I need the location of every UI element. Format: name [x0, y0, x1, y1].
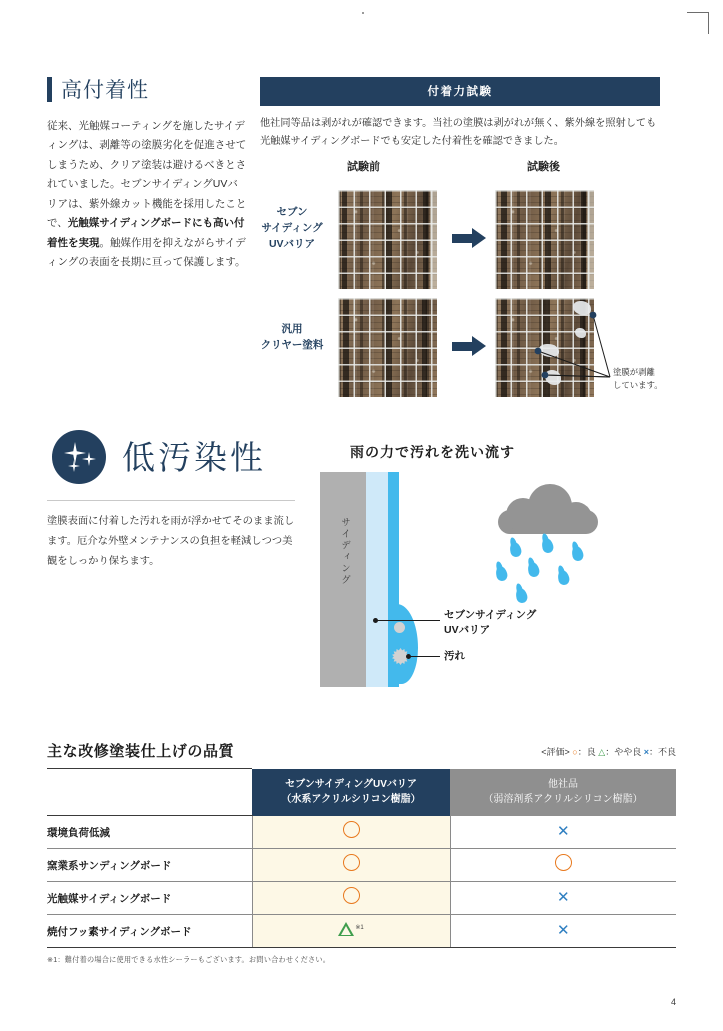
raindrop-icon — [514, 587, 528, 604]
row-label: 光触媒サイディングボード — [47, 882, 252, 915]
table-row — [47, 816, 676, 849]
raindrop-icon — [494, 565, 508, 582]
crop-mark-top-right — [687, 12, 709, 34]
legend-bad-text: ：不良 — [648, 747, 676, 757]
raindrop-icon — [508, 541, 522, 558]
adhesion-test-panel — [260, 77, 660, 151]
header-a-line-1: セブンサイディングUVバリア — [285, 779, 417, 790]
row-label-line-3: UVバリア — [268, 237, 316, 250]
peel-callout-label — [613, 366, 683, 392]
row-label-general-clear — [258, 322, 326, 354]
lead-part-2: 。触媒作用を抑えながらサイディングの表面を長期に亘って保護します。 — [47, 236, 246, 268]
cell-seven — [252, 816, 450, 849]
raindrop-icon — [526, 561, 540, 578]
table-legend — [541, 745, 676, 758]
header-blank — [47, 769, 252, 816]
header-seven-siding — [252, 769, 450, 816]
registration-dot — [362, 12, 364, 14]
uv-label-line-1: セブンサイディング — [444, 609, 537, 621]
callout-line-coat — [377, 620, 440, 621]
quality-table — [47, 768, 676, 948]
raindrop-icon — [556, 569, 570, 586]
photo-general-before — [338, 298, 437, 397]
page-number: 4 — [670, 997, 676, 1007]
table-row — [47, 882, 676, 915]
triangle-icon — [338, 922, 354, 936]
legend-fair-text: ：やや良 — [605, 747, 642, 757]
cell-other — [450, 915, 676, 948]
section-title-low-soiling: 低汚染性 — [122, 438, 266, 477]
lead-part-1: 従来、光触媒コーティングを施したサイディングは、剥離等の塗膜劣化を促進させてしまうため、クリア塗装は避けるべきとされていました。セブンサイディングUVバリアは、紫外線カット機能を採用したことで、 — [47, 120, 247, 230]
row-label: 焼付フッ素サイディングボード — [47, 915, 252, 948]
cross-icon: ✕ — [556, 822, 570, 840]
table-title: 主な改修塗装仕上げの品質 — [47, 743, 235, 760]
row-label-line-2: サイディング — [261, 221, 323, 234]
raindrop-icon — [540, 537, 554, 554]
water-bulge — [388, 604, 418, 684]
siding-wall-label: サイディング — [339, 517, 350, 586]
column-header-before: 試験前 — [347, 161, 380, 173]
lead-bold: 光触媒サイディングボードにも高い付着性を実現 — [47, 217, 245, 249]
callout-line-soil — [410, 656, 440, 657]
header-b-line-1: 他社品 — [548, 779, 578, 790]
diagram-label-uv-barrier — [444, 608, 536, 638]
cross-icon: ✕ — [556, 889, 570, 906]
row2-label-line-1: 汎用 — [281, 323, 303, 335]
heading-accent-bar — [47, 77, 52, 102]
page-title: 高付着性 — [61, 78, 149, 102]
rain-wash-diagram — [320, 472, 665, 687]
legend-cross-icon: × — [643, 747, 649, 757]
cell-seven — [252, 882, 450, 915]
photo-seven-before — [338, 190, 437, 289]
table-header-row — [47, 769, 676, 816]
low-soiling-body: 塗膜表面に付着した汚れを雨が浮かせてそのまま流します。厄介な外壁メンテナンスの負担を軽減しつつ美観をしっかり保ちます。 — [47, 516, 295, 568]
cell-seven — [252, 849, 450, 882]
callout-line-2: しています。 — [613, 380, 663, 391]
cell-other — [450, 816, 676, 849]
panel-header: 付着力試験 — [260, 77, 660, 106]
table-row — [47, 849, 676, 882]
cell-other — [450, 849, 676, 882]
legend-circle-icon: ○ — [572, 747, 578, 757]
circle-icon — [343, 887, 360, 904]
arrow-icon-row1 — [452, 228, 486, 248]
table-row — [47, 915, 676, 948]
sparkle-icon — [52, 430, 106, 484]
diagram-title: 雨の力で汚れを洗い流す — [350, 444, 515, 460]
callout-line-1: 塗膜が剥離 — [613, 367, 655, 377]
adhesion-lead-text — [47, 117, 247, 272]
legend-triangle-icon: △ — [598, 747, 606, 757]
header-other-company — [450, 769, 676, 816]
footnote-marker: ※1 — [355, 925, 364, 932]
divider — [47, 500, 295, 501]
arrow-icon-row2 — [452, 336, 486, 356]
row-label: 環境負荷低減 — [47, 816, 252, 849]
diagram-label-soil: 汚れ — [444, 650, 465, 662]
circle-icon — [555, 854, 572, 871]
row-label-seven-siding — [258, 205, 326, 252]
row-label-line-1: セブン — [276, 206, 308, 218]
circle-icon — [343, 854, 360, 871]
legend-prefix: <評価> — [541, 747, 570, 757]
photo-seven-after — [495, 190, 594, 289]
legend-good-text: ：良 — [577, 747, 596, 757]
cell-other — [450, 882, 676, 915]
raindrop-icon — [570, 545, 584, 562]
header-a-line-2: （水系アクリルシリコン樹脂） — [281, 794, 421, 805]
table-footnote: ※1：難付着の場合に使用できる水性シーラーもございます。お問い合わせください。 — [47, 955, 331, 964]
row2-label-line-2: クリヤー塗料 — [260, 338, 324, 351]
soil-particle — [394, 622, 405, 633]
circle-icon — [343, 821, 360, 838]
header-b-line-2: （弱溶剤系アクリルシリコン樹脂） — [483, 794, 643, 805]
panel-description: 他社同等品は剥がれが確認できます。当社の塗膜は剥がれが無く、紫外線を照射しても光触媒サイディングボードでも安定した付着性を確認できました。 — [260, 118, 657, 147]
row-label: 窯業系サンディングボード — [47, 849, 252, 882]
cloud-icon — [498, 484, 598, 534]
column-header-after: 試験後 — [527, 161, 560, 173]
uv-label-line-2: UVバリア — [444, 624, 491, 637]
cross-icon: ✕ — [556, 922, 570, 939]
uv-barrier-coat-layer — [366, 472, 390, 687]
cell-seven — [252, 915, 450, 948]
